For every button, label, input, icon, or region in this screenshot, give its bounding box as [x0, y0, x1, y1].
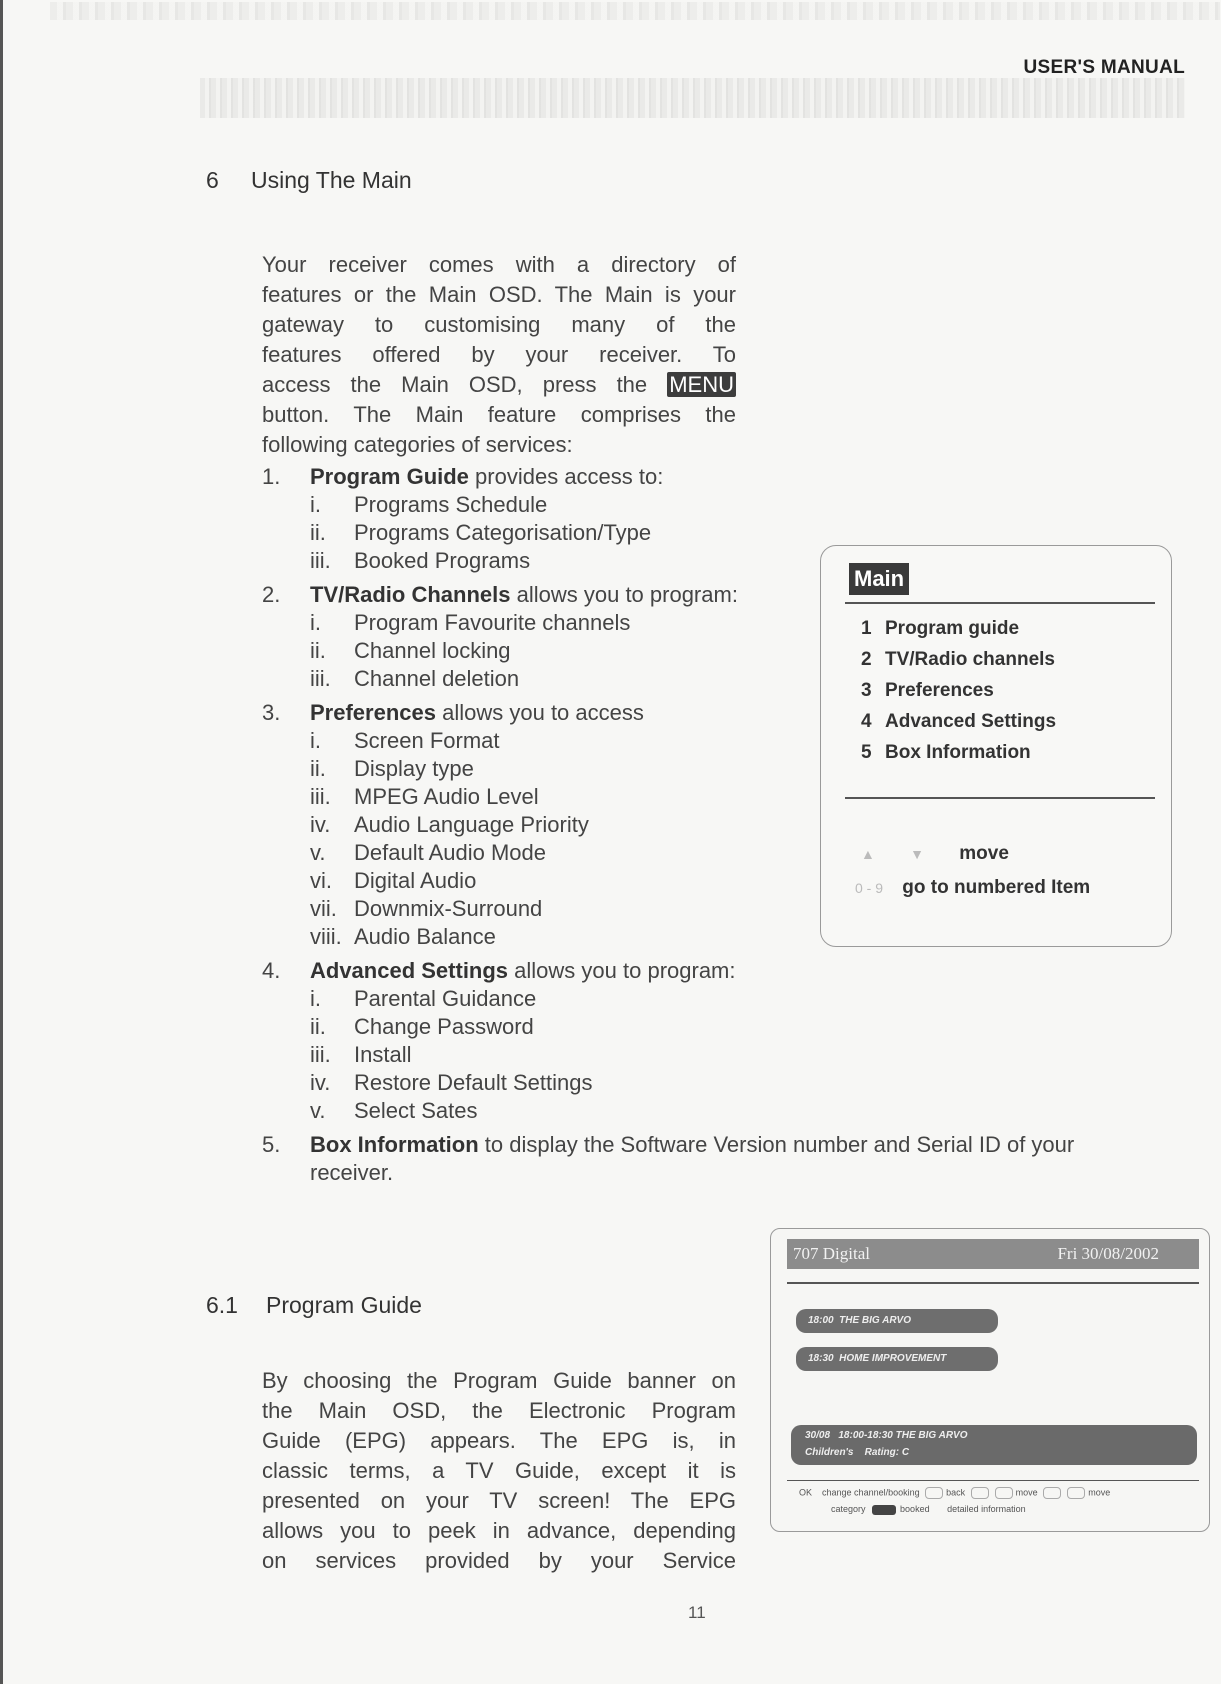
epg-panel — [770, 1228, 1210, 1532]
intro-line: features or the Main OSD. The Main is your — [262, 282, 736, 307]
epg-divider — [787, 1282, 1199, 1284]
sub-item: ii. Channel locking — [310, 638, 511, 663]
item-desc-cont: receiver. — [310, 1160, 394, 1185]
epg-program[interactable]: 18:00 THE BIG ARVO — [796, 1309, 998, 1333]
epg-channel: 707 Digital — [793, 1244, 870, 1263]
osd-menu-item[interactable]: 3 Preferences — [861, 680, 994, 701]
para-line: allows you to peek in advance, depending — [262, 1518, 736, 1543]
list-item — [262, 957, 1192, 1125]
osd-menu — [861, 618, 1056, 773]
sub-item: iii. Install — [310, 1042, 412, 1067]
epg-legend: category booked detailed information — [831, 1504, 1026, 1514]
sub-item: ii. Change Password — [310, 1014, 534, 1039]
sub-item: i. Screen Format — [310, 728, 500, 753]
sub-item: iii. MPEG Audio Level — [310, 784, 539, 809]
item-title: Advanced Settings — [310, 958, 509, 983]
intro-line — [262, 370, 736, 400]
para-line: Guide (EPG) appears. The EPG is, in — [262, 1428, 736, 1453]
para-line: on services provided by your Service — [262, 1548, 736, 1573]
osd-menu-item[interactable]: 5 Box Information — [861, 742, 1031, 763]
item-number: 1. — [262, 464, 281, 489]
epg-paragraph — [262, 1366, 736, 1576]
main-osd-panel — [820, 545, 1172, 947]
scan-edge — [0, 0, 3, 1684]
item-number: 3. — [262, 700, 281, 725]
section-number: 6.1 — [206, 1292, 238, 1318]
sub-item: iv. Audio Language Priority — [310, 812, 589, 837]
para-line: classic terms, a TV Guide, except it is — [262, 1458, 736, 1483]
sub-item: iii. Channel deletion — [310, 666, 520, 691]
intro-line: following categories of services: — [262, 432, 573, 457]
menu-key: MENU — [669, 372, 734, 397]
section-6-heading — [206, 167, 412, 194]
section-title: Program Guide — [266, 1292, 422, 1318]
item-desc: allows you to program: — [516, 582, 738, 607]
header-band — [200, 78, 1185, 118]
key-icon — [995, 1487, 1013, 1499]
sub-item: ii. Programs Categorisation/Type — [310, 520, 652, 545]
osd-menu-item[interactable]: 4 Advanced Settings — [861, 711, 1057, 732]
item-desc: provides access to: — [475, 464, 664, 489]
page-number: 11 — [688, 1603, 706, 1622]
intro-line: Your receiver comes with a directory of — [262, 252, 736, 277]
sub-item: v. Default Audio Mode — [310, 840, 547, 865]
para-line: presented on your TV screen! The EPG — [262, 1488, 736, 1513]
sub-item: ii. Display type — [310, 756, 474, 781]
osd-menu-item[interactable]: 1 Program guide — [861, 618, 1020, 639]
epg-divider — [787, 1480, 1199, 1481]
item-number: 4. — [262, 958, 281, 983]
osd-divider — [845, 797, 1155, 799]
key-icon — [925, 1487, 943, 1499]
intro-line: button. The Main feature comprises the — [262, 402, 736, 427]
osd-title: Main — [849, 563, 909, 595]
sub-item: i. Program Favourite channels — [310, 610, 631, 635]
osd-divider — [845, 602, 1155, 604]
item-title: Box Information — [310, 1132, 479, 1157]
section-6-1-heading — [206, 1292, 422, 1319]
item-title: Preferences — [310, 700, 436, 725]
sub-item: viii. Audio Balance — [310, 924, 496, 949]
item-number: 5. — [262, 1132, 281, 1157]
osd-hint-numbered: 0 - 9 go to numbered Item — [855, 877, 1091, 898]
osd-menu-item[interactable]: 2 TV/Radio channels — [861, 649, 1055, 670]
item-desc: to display the Software Version number and Serial ID of your — [484, 1132, 1075, 1157]
osd-hint-move: ▲ ▼ move — [861, 843, 1009, 864]
intro-line: features offered by your receiver. To — [262, 342, 736, 367]
sub-item: vi. Digital Audio — [310, 868, 477, 893]
section-title: Using The Main — [251, 167, 412, 193]
intro-paragraph — [262, 250, 736, 460]
up-arrow-icon: ▲ — [861, 846, 875, 862]
key-icon — [1067, 1487, 1085, 1499]
manual-label: USER'S MANUAL — [1023, 57, 1185, 78]
booked-icon — [872, 1505, 896, 1515]
sub-item: iii. Booked Programs — [310, 548, 531, 573]
sub-item: iv. Restore Default Settings — [310, 1070, 593, 1095]
list-item — [262, 1131, 1192, 1187]
sub-item: vii. Downmix-Surround — [310, 896, 543, 921]
item-desc: allows you to access — [442, 700, 644, 725]
intro-line: gateway to customising many of the — [262, 312, 736, 337]
sub-item: v. Select Sates — [310, 1098, 478, 1123]
key-icon — [971, 1487, 989, 1499]
section-number: 6 — [206, 167, 219, 193]
para-line: the Main OSD, the Electronic Program — [262, 1398, 736, 1423]
epg-header — [787, 1239, 1199, 1269]
epg-date: Fri 30/08/2002 — [1057, 1244, 1159, 1263]
scan-noise — [50, 2, 1220, 20]
key-icon — [1043, 1487, 1061, 1499]
epg-program-detail: 30/08 18:00-18:30 THE BIG ARVO Children's Rating: C — [791, 1425, 1197, 1465]
epg-program[interactable]: 18:30 HOME IMPROVEMENT — [796, 1347, 998, 1371]
item-title: TV/Radio Channels — [310, 582, 511, 607]
item-desc: allows you to program: — [514, 958, 736, 983]
para-line: By choosing the Program Guide banner on — [262, 1368, 736, 1393]
down-arrow-icon: ▼ — [910, 846, 924, 862]
number-keys-label: 0 - 9 — [855, 880, 884, 896]
item-number: 2. — [262, 582, 281, 607]
item-title: Program Guide — [310, 464, 469, 489]
intro-line-text: access the Main OSD, press the — [262, 372, 648, 397]
sub-item: i. Programs Schedule — [310, 492, 548, 517]
sub-item: i. Parental Guidance — [310, 986, 537, 1011]
epg-legend: OK change channel/booking back move move — [799, 1487, 1111, 1498]
